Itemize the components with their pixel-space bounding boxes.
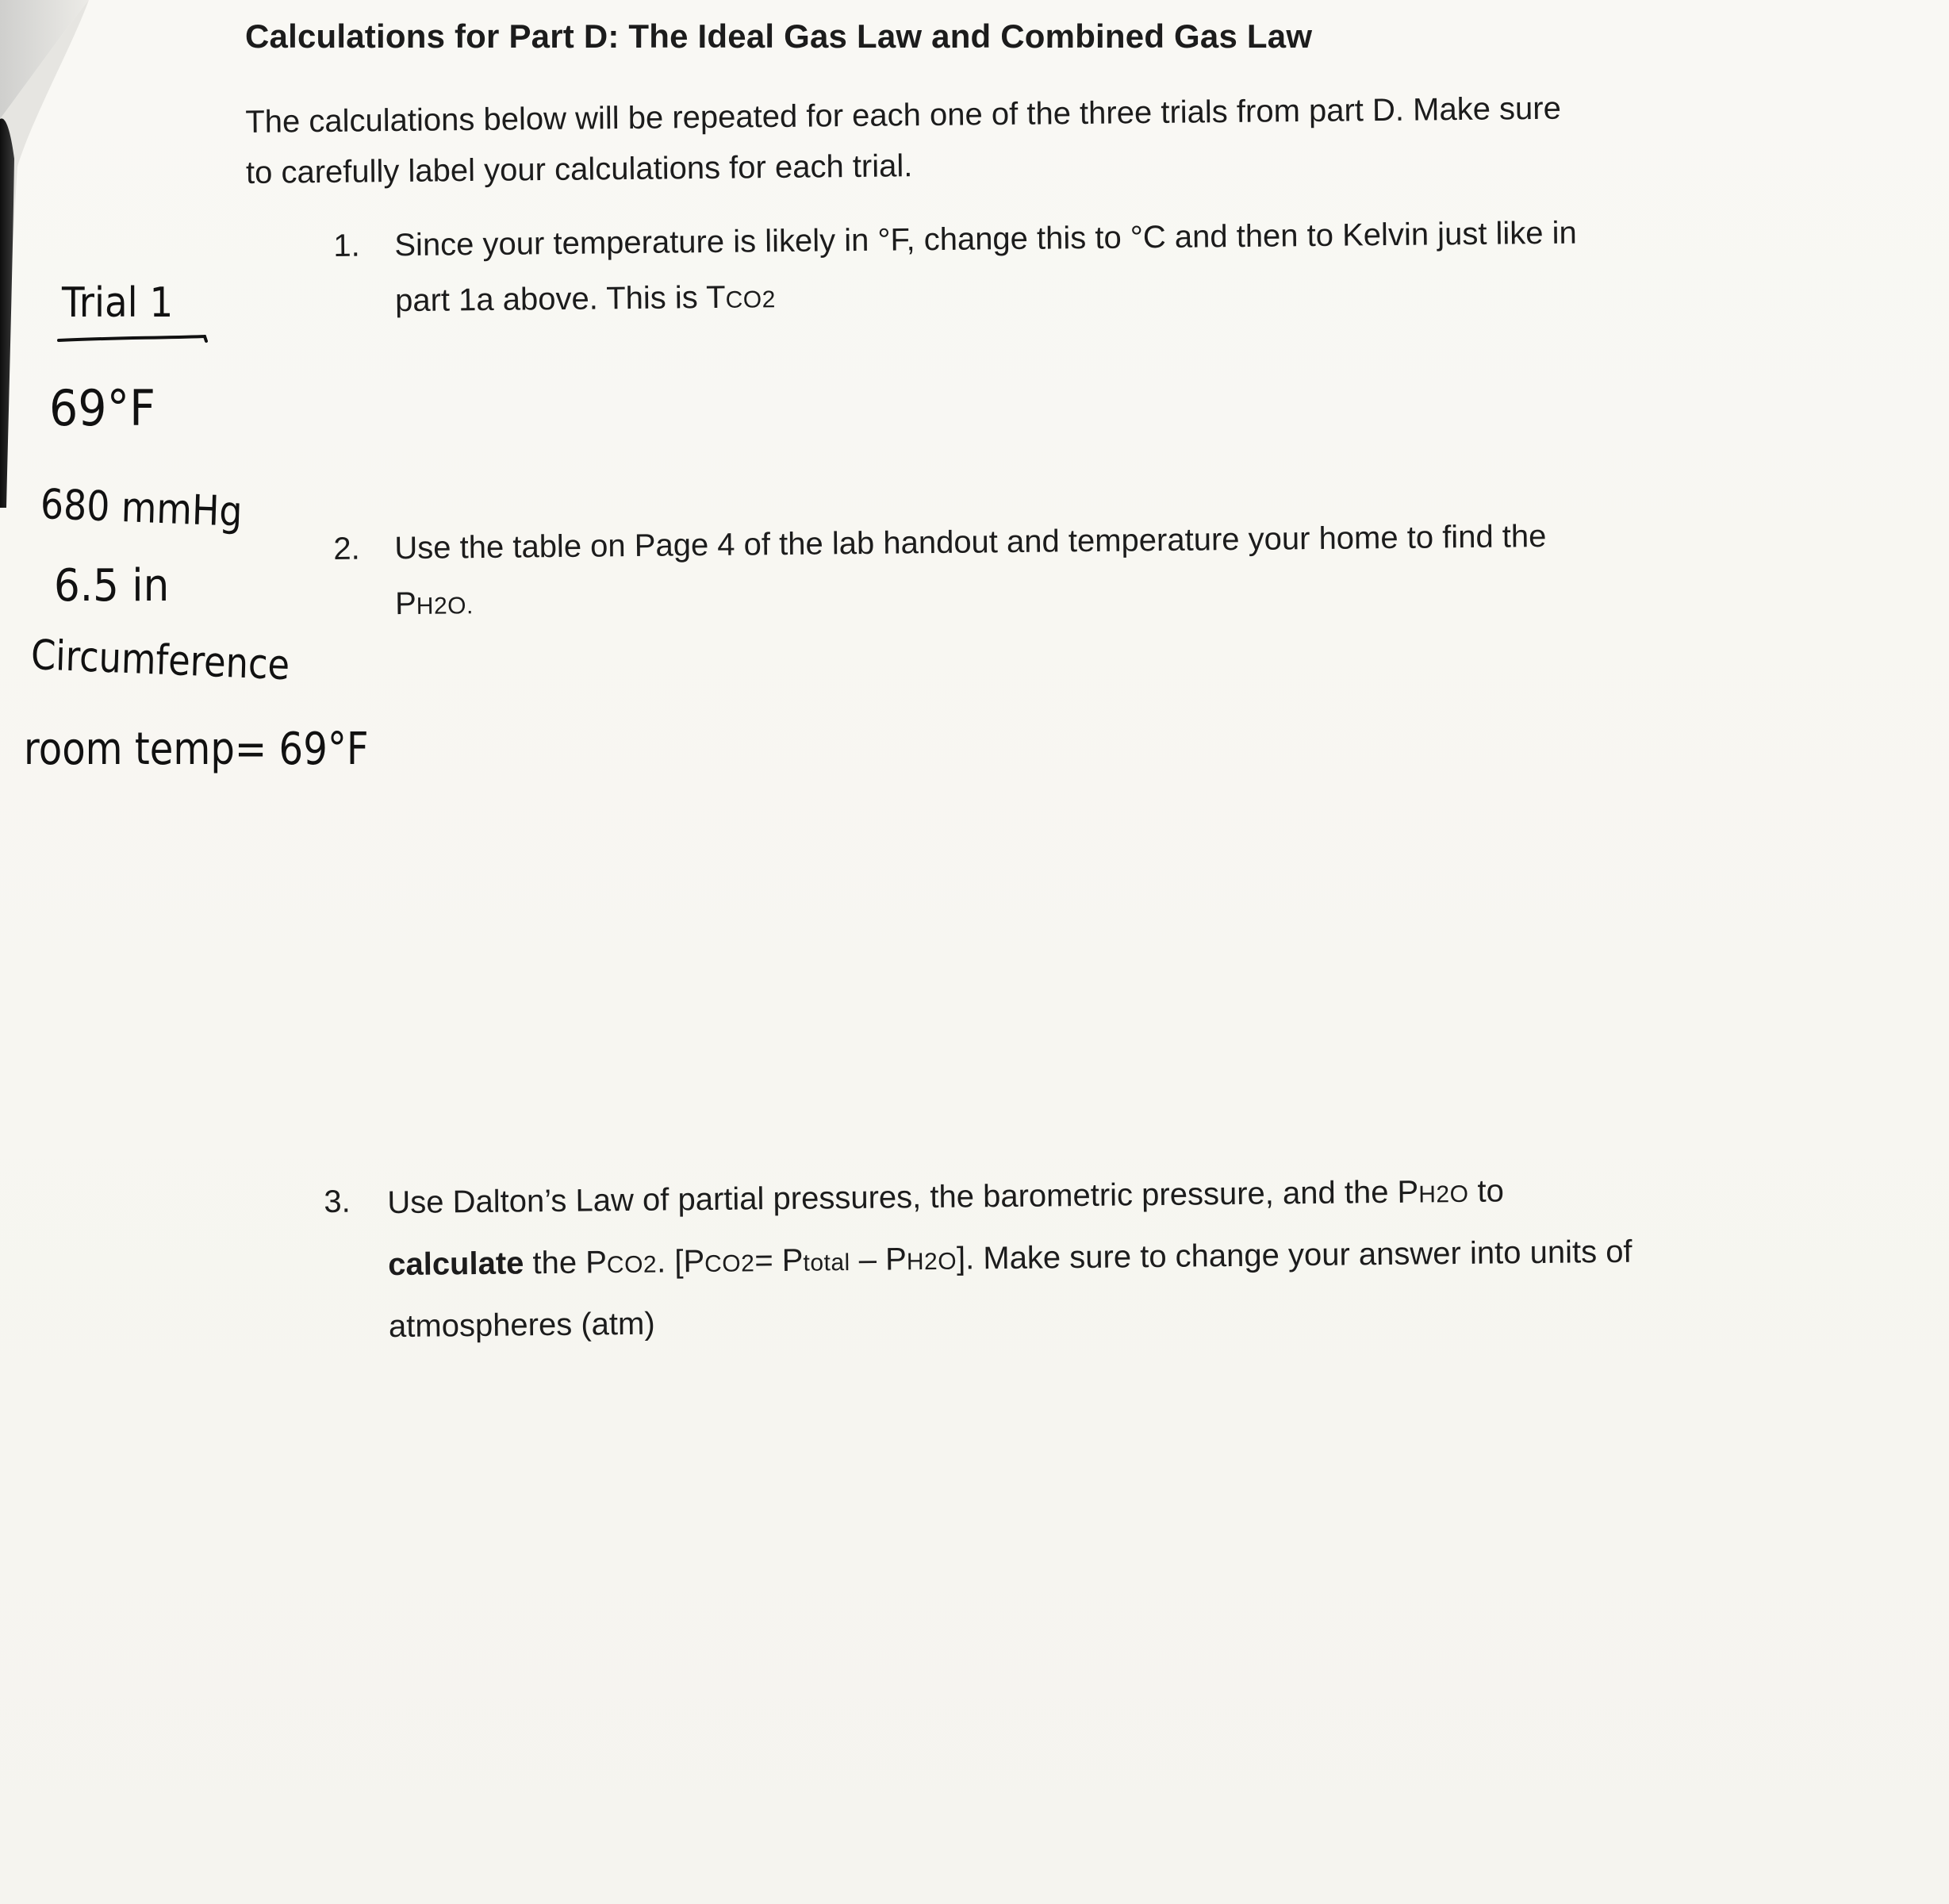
question-3 bbox=[324, 1157, 1912, 1365]
question-line: Since your temperature is likely in °F, change this to °C and then to Kelvin just like in bbox=[394, 215, 1578, 263]
question-text bbox=[394, 505, 1863, 635]
page-title: Calculations for Part D: The Ideal Gas Law and Combined Gas Law bbox=[245, 17, 1313, 55]
question-line-text: the P bbox=[524, 1245, 608, 1281]
question-number: 3. bbox=[324, 1184, 351, 1219]
question-line-text: P bbox=[394, 585, 417, 622]
question-line-text: = P bbox=[754, 1242, 804, 1279]
question-text bbox=[394, 202, 1863, 332]
handwritten-underline bbox=[57, 333, 208, 346]
instructions-paragraph bbox=[245, 81, 1753, 198]
subscript: H2O bbox=[1418, 1180, 1469, 1208]
subscript: H2O bbox=[906, 1248, 957, 1276]
question-line-text: Use Dalton’s Law of partial pressures, the barometric pressure, and the P bbox=[387, 1174, 1419, 1221]
subscript: total bbox=[803, 1250, 850, 1276]
handwritten-temperature: 69°F bbox=[49, 379, 155, 437]
question-line-text: ]. Make sure to change your answer into units of bbox=[956, 1234, 1632, 1276]
bold-keyword: calculate bbox=[387, 1246, 524, 1283]
question-2 bbox=[333, 505, 1882, 648]
question-line: Use the table on Page 4 of the lab handout and temperature your home to find the bbox=[394, 518, 1547, 566]
question-text bbox=[387, 1158, 1856, 1356]
question-line: atmospheres (atm) bbox=[388, 1306, 655, 1345]
handwritten-trial-label: Trial 1 bbox=[62, 279, 174, 327]
question-line-text: – P bbox=[850, 1242, 907, 1278]
handwritten-circumference-value: 6.5 in bbox=[54, 560, 170, 612]
subscript: CO2 bbox=[606, 1251, 658, 1279]
subscript: CO2 bbox=[704, 1250, 755, 1277]
question-line-text: to bbox=[1468, 1173, 1505, 1209]
handwritten-room-temp: room temp= 69°F bbox=[24, 724, 369, 775]
question-line-text: part 1a above. This is T bbox=[394, 279, 726, 319]
question-1 bbox=[333, 202, 1882, 345]
handwritten-circumference-label: Circumference bbox=[30, 631, 290, 690]
instructions-line: The calculations below will be repeated for each one of the three trials from part D. Make sure bbox=[245, 90, 1562, 140]
question-line-text: . [P bbox=[656, 1243, 705, 1280]
handwritten-pressure: 680 mmHg bbox=[40, 481, 244, 537]
question-number: 1. bbox=[333, 228, 360, 263]
instructions-line: to carefully label your calculations for each trial. bbox=[245, 148, 913, 190]
subscript: H2O. bbox=[416, 593, 474, 620]
question-number: 2. bbox=[333, 531, 360, 566]
subscript: CO2 bbox=[725, 286, 776, 313]
